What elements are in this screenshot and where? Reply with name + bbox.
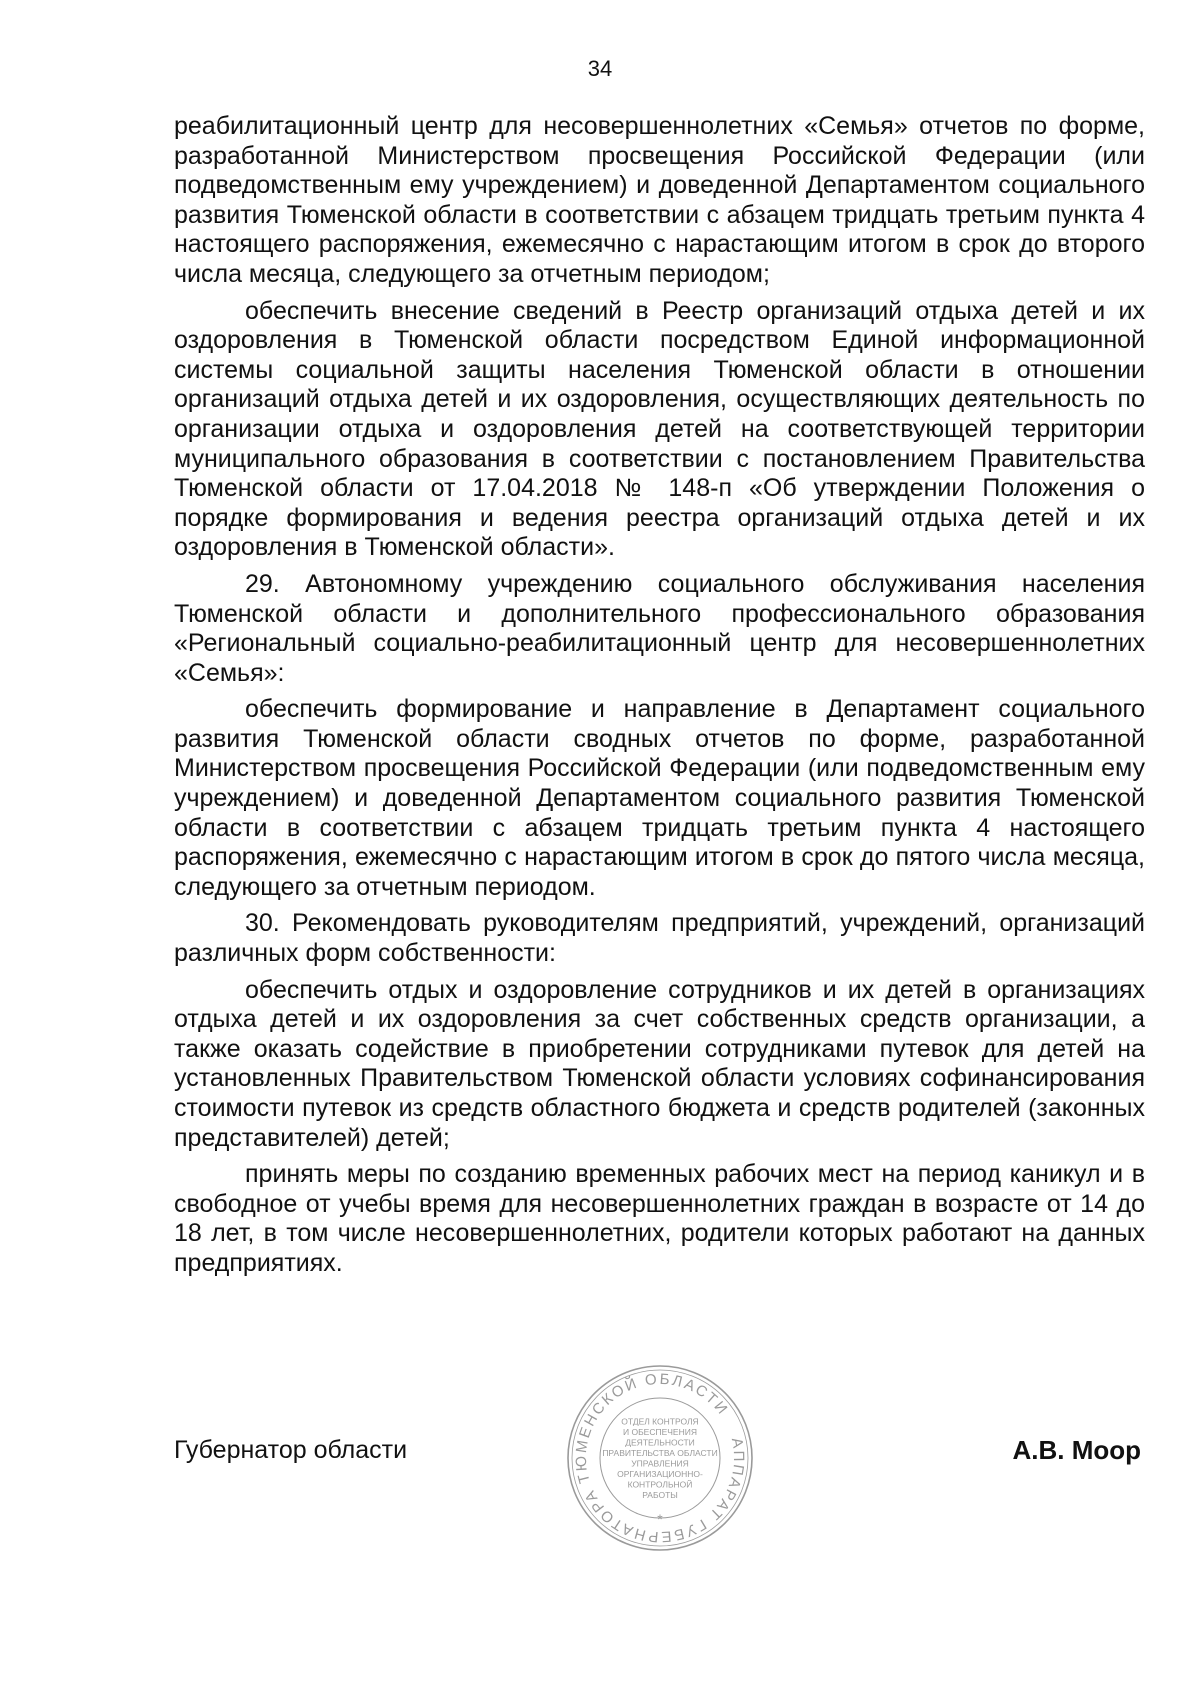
seal-inner-line: ДЕЯТЕЛЬНОСТИ: [625, 1437, 695, 1448]
seal-inner-line: УПРАВЛЕНИЯ: [631, 1458, 689, 1469]
seal-inner-line: РАБОТЫ: [642, 1489, 678, 1500]
paragraph: обеспечить формирование и направление в Департамент социального развития Тюменской области сводных отчетов по форме, разработанной Министерством просвещения Российской Федерации (или подведомственным ему учреждением) и доведенной Департаментом социального развития Тюменской области в соответствии с абзацем тридцать третьим пункта 4 настоящего распоряжения, ежемесячно с нарастающим итогом в срок до пятого числа месяца, следующего за отчетным периодом.: [174, 695, 1145, 901]
paragraph: 29. Автономному учреждению социального обслуживания населения Тюменской области и дополнительного профессионального образования «Региональный социально-реабилитационный центр для несовершеннолетних «Семья»:: [174, 569, 1145, 687]
svg-text:АППАРАТ ГУБЕРНАТОРА ТЮМЕНСКОЙ: АППАРАТ ГУБЕРНАТОРА ТЮМЕНСКОЙ ОБЛАСТИ: [572, 1370, 748, 1546]
paragraph: обеспечить внесение сведений в Реестр организаций отдыха детей и их оздоровления в Тюменской области посредством Единой информационной системы социальной защиты населения Тюменской области в отношении организаций отдыха детей и их оздоровления, осуществляющих деятельность по организации отдыха и оздоровления детей на соответствующей территории муниципального образования в соответствии с постановлением Правительства Тюменской области от 17.04.2018 № 148-п «Об утверждении Положения о порядке формирования и ведения реестра организаций отдыха детей и их оздоровления в Тюменской области».: [174, 296, 1145, 562]
seal-inner-line: ОТДЕЛ КОНТРОЛЯ: [621, 1416, 699, 1427]
seal-inner-line: КОНТРОЛЬНОЙ: [627, 1479, 693, 1490]
seal-inner-line: ОРГАНИЗАЦИОННО-: [617, 1468, 703, 1479]
seal-inner-line: ПРАВИТЕЛЬСТВА ОБЛАСТИ: [602, 1447, 718, 1458]
paragraph: реабилитационный центр для несовершеннолетних «Семья» отчетов по форме, разработанной Министерством просвещения Российской Федерации (или подведомственным ему учреждением) и доведенной Департаментом социального развития Тюменской области в соответствии с абзацем тридцать третьим пункта 4 настоящего распоряжения, ежемесячно с нарастающим итогом в срок до второго числа месяца, следующего за отчетным периодом;: [174, 112, 1145, 288]
seal-inner-line: И ОБЕСПЕЧЕНИЯ: [623, 1426, 697, 1437]
svg-text:*: *: [657, 1511, 663, 1527]
paragraph: 30. Рекомендовать руководителям предприятий, учреждений, организаций различных форм собственности:: [174, 909, 1145, 968]
page-number: 34: [587, 56, 613, 81]
paragraph: обеспечить отдых и оздоровление сотрудников и их детей в организациях отдыха детей и их оздоровления за счет собственных средств организации, а также оказать содействие в приобретении сотрудниками путевок для детей на установленных Правительством Тюменской области условиях софинансирования стоимости путевок из средств областного бюджета и средств родителей (законных представителей) детей;: [174, 975, 1145, 1152]
official-seal: [562, 1360, 758, 1556]
paragraph: принять меры по созданию временных рабочих мест на период каникул и в свободное от учебы время для несовершеннолетних граждан в возрасте от 14 до 18 лет, в том числе несовершеннолетних, родители которых работают на данных предприятиях.: [174, 1160, 1145, 1277]
seal-stamp-icon: [562, 1360, 758, 1556]
signatory-name: А.В. Моор: [1012, 1435, 1141, 1465]
document-body: [174, 112, 1145, 1286]
signatory-position: Губернатор области: [174, 1436, 408, 1464]
